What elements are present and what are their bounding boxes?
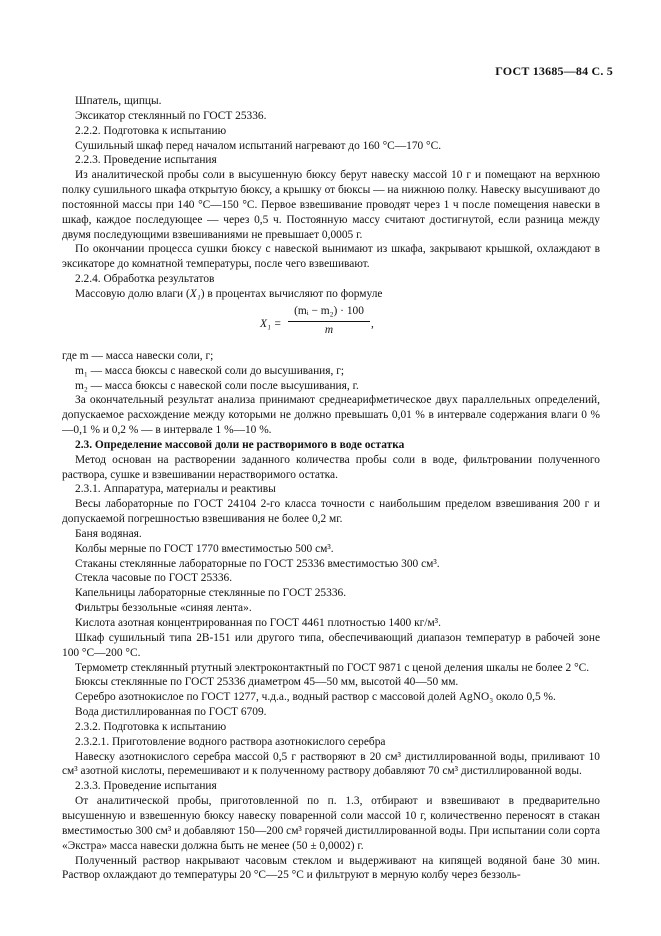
- text-line: Эксикатор стеклянный по ГОСТ 25336.: [75, 109, 267, 122]
- formula-numerator: (mᵢ − m₂) · 100: [288, 304, 370, 322]
- section-heading: 2.2.2. Подготовка к испытанию: [75, 124, 227, 137]
- text-line: Вода дистиллированная по ГОСТ 6709.: [75, 706, 267, 719]
- page-header: ГОСТ 13685—84 С. 5: [495, 64, 613, 78]
- formula-fraction: [288, 304, 370, 338]
- text-line: Капельницы лабораторные стеклянные по ГОСТ 25336.: [75, 587, 347, 600]
- paragraph: Серебро азотнокислое по ГОСТ 1277, ч.д.а., водный раствор с массовой долей AgNO₃ около 0,5 %.: [75, 691, 556, 704]
- document-body: [62, 94, 600, 883]
- text-line: Колбы мерные по ГОСТ 1770 вместимостью 500 см³.: [75, 542, 334, 555]
- paragraph: От аналитической пробы, приготовленной по п. 1.3, отбирают и взвешивают в предварительно высушенную и взвешенную бюксу навеску поваренной соли массой 10 г, количественно переносят в стакан вместимостью 300 см³ и добавляют 150—200 см³ горячей дистиллированной воды. При испытании соли сорта «Экстра» масса навески должна быть не менее (50 ± 0,0002) г.: [62, 795, 600, 852]
- legend-line: m₁ — масса бюксы с навеской соли до высушивания, г;: [75, 364, 345, 377]
- paragraph: Весы лабораторные по ГОСТ 24104 2-го класса точности с наибольшим пределом взвешивания 200 г и допускаемой погрешностью взвешивания не более 0,2 мг.: [62, 498, 600, 526]
- text-line: Стекла часовые по ГОСТ 25336.: [75, 572, 233, 585]
- paragraph: Термометр стеклянный ртутный электроконтактный по ГОСТ 9871 с ценой деления шкалы не более 2 °С.: [75, 661, 590, 674]
- section-heading: 2.3.1. Аппаратура, материалы и реактивы: [75, 483, 276, 496]
- section-heading: 2.2.4. Обработка результатов: [75, 273, 215, 286]
- text-line: Стаканы стеклянные лабораторные по ГОСТ 25336 вместимостью 300 см³.: [75, 557, 440, 570]
- section-heading: 2.2.3. Проведение испытания: [75, 154, 217, 167]
- text-line: Баня водяная.: [75, 527, 142, 540]
- section-heading: 2.3.2.1. Приготовление водного раствора азотнокислого серебра: [75, 735, 386, 748]
- paragraph: Шкаф сушильный типа 2В-151 или другого типа, обеспечивающий диапазон температур в рабочей зоне 100 °С—200 °С.: [62, 631, 600, 659]
- paragraph: По окончании процесса сушки бюксу с навеской вынимают из шкафа, закрывают крышкой, охлаждают в эксикаторе до комнатной температуры, после чего взвешивают.: [62, 243, 600, 271]
- text-line: Шпатель, щипцы.: [75, 95, 162, 107]
- formula-comma: ,: [371, 317, 374, 330]
- formula-lhs: X₁ =: [260, 317, 282, 330]
- paragraph: Навеску азотнокислого серебра массой 0,5 г растворяют в 20 см³ дистиллированной воды, приливают 10 см³ азотной кислоты, перемешивают и к полученному раствору добавляют 70 см³ дистиллированной воды.: [62, 750, 600, 778]
- legend-line: m₂ — масса бюксы с навеской соли после высушивания, г.: [75, 379, 359, 392]
- formula-intro: Массовую долю влаги (X₁) в процентах вычисляют по формуле: [75, 287, 383, 300]
- paragraph: Метод основан на растворении заданного количества пробы соли в воде, фильтровании полученного раствора, сушке и взвешивании нерастворимого остатка.: [62, 453, 600, 481]
- paragraph: Полученный раствор накрывают часовым стеклом и выдерживают на кипящей водяной бане 30 мин. Раствор охлаждают до температуры 20 °С—25 °С и фильтруют в мерную колбу через беззоль-: [62, 854, 600, 882]
- text-line: Бюксы стеклянные по ГОСТ 25336 диаметром 45—50 мм, высотой 40—50 мм.: [75, 676, 459, 689]
- paragraph: Из аналитической пробы соли в высушенную бюксу берут навеску массой 10 г и помещают на верхнюю полку сушильного шкафа открытую бюксу, а крышку от бюксы — на нижнюю полку. Навеску высушивают до постоянной массы при 140 °С—150 °С. Первое взвешивание проводят через 1 ч после помещения навески в шкаф, каждое последующее — через 0,5 ч. Постоянную массу считают достигнутой, если разница между двумя последующими взвешиваниями не превышает 0,0005 г.: [62, 169, 600, 241]
- formula-denominator: m: [324, 323, 334, 336]
- variable-x1: X₁: [189, 287, 201, 300]
- section-heading: 2.3.3. Проведение испытания: [75, 780, 217, 793]
- text-line: Кислота азотная концентрированная по ГОСТ 4461 плотностью 1400 кг/м³.: [75, 617, 441, 629]
- text-line: Фильтры беззольные «синяя лента».: [75, 602, 252, 615]
- section-heading-bold: 2.3. Определение массовой доли не растворимого в воде остатка: [75, 438, 405, 451]
- paragraph: За окончательный результат анализа принимают среднеарифметическое двух параллельных определений, допускаемое расхождение между которыми не должно превышать 0,01 % в интервале содержания влаги 0 % —0,1 % и 0,2 % — в интервале 1 %—10 %.: [62, 394, 600, 437]
- section-heading: 2.3.2. Подготовка к испытанию: [75, 720, 227, 733]
- text-line: Сушильный шкаф перед началом испытаний нагревают до 160 °С—170 °С.: [75, 139, 442, 152]
- formula: [62, 302, 600, 349]
- legend-line: где m — масса навески соли, г;: [62, 349, 214, 362]
